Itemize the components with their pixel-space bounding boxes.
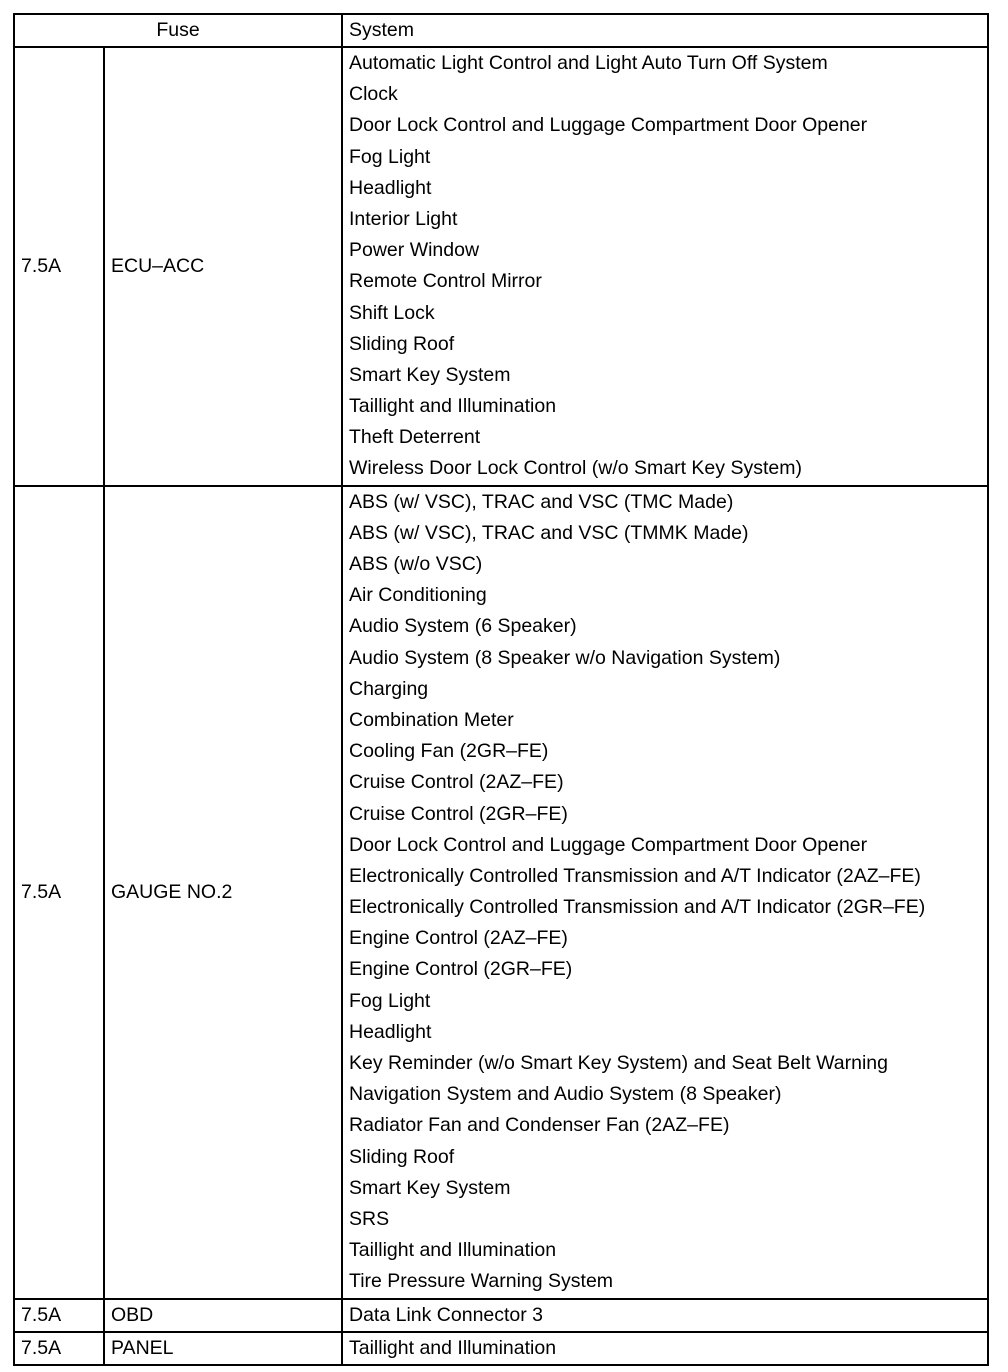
fuse-name: PANEL [104,1332,342,1365]
system-item: Door Lock Control and Luggage Compartment Door Opener [349,833,868,856]
system-item: Clock [349,83,398,106]
system-item: Interior Light [349,207,458,230]
table-row [14,1332,988,1365]
system-item: Navigation System and Audio System (8 Speaker) [349,1083,782,1106]
system-item: Radiator Fan and Condenser Fan (2AZ–FE) [349,1114,730,1137]
system-item: Taillight and Illumination [349,1336,557,1359]
system-item: Shift Lock [349,301,435,324]
fuse-name: GAUGE NO.2 [104,486,342,1299]
system-item: Combination Meter [349,708,514,731]
header-system: System [342,14,988,47]
system-item: Smart Key System [349,363,511,386]
system-item: Tire Pressure Warning System [349,1270,614,1293]
system-item: Fog Light [349,145,431,168]
system-item: Headlight [349,1020,432,1043]
system-item: Automatic Light Control and Light Auto Turn Off System [349,52,828,74]
system-item: Key Reminder (w/o Smart Key System) and Seat Belt Warning [349,1052,888,1074]
system-item: ABS (w/ VSC), TRAC and VSC (TMMK Made) [349,521,749,544]
system-item: Taillight and Illumination [349,395,557,418]
system-item: Cooling Fan (2GR–FE) [349,740,549,763]
system-item: Engine Control (2GR–FE) [349,958,573,981]
fuse-name: OBD [104,1299,342,1332]
system-item: Sliding Roof [349,332,455,355]
system-item: Sliding Roof [349,1145,455,1168]
system-item: ABS (w/ VSC), TRAC and VSC (TMC Made) [349,490,734,513]
system-item: Electronically Controlled Transmission and A/T Indicator (2GR–FE) [349,896,926,919]
system-item: Audio System (6 Speaker) [349,615,577,638]
fuse-amperage: 7.5A [14,47,104,486]
table-row [14,486,988,1299]
system-item: Electronically Controlled Transmission and A/T Indicator (2AZ–FE) [349,864,921,887]
table-row [14,47,988,486]
system-item: Door Lock Control and Luggage Compartment Door Opener [349,114,868,137]
system-item: Air Conditioning [349,584,487,607]
system-item: Engine Control (2AZ–FE) [349,927,568,950]
system-item: Charging [349,677,429,700]
table-row [14,1299,988,1332]
system-item: Remote Control Mirror [349,270,542,293]
system-item: Cruise Control (2AZ–FE) [349,771,564,794]
system-item: Theft Deterrent [349,426,481,449]
fuse-amperage: 7.5A [14,486,104,1299]
system-item: Power Window [349,239,480,262]
system-list [342,1299,988,1332]
system-item: Headlight [349,176,432,199]
system-item: Fog Light [349,989,431,1012]
system-item: Smart Key System [349,1176,511,1199]
system-list [342,486,988,1299]
fuse-amperage: 7.5A [14,1332,104,1365]
system-item: Audio System (8 Speaker w/o Navigation System) [349,646,781,669]
system-item: SRS [349,1207,390,1230]
system-list [342,47,988,486]
fuse-name: ECU–ACC [104,47,342,486]
fuse-amperage: 7.5A [14,1299,104,1332]
system-item: Wireless Door Lock Control (w/o Smart Key System) [349,457,802,480]
system-item: Taillight and Illumination [349,1239,557,1262]
system-item: ABS (w/o VSC) [349,553,483,575]
system-item: Cruise Control (2GR–FE) [349,802,568,825]
system-list [342,1332,988,1365]
header-row [14,14,988,47]
fuse-table [13,13,989,1366]
system-item: Data Link Connector 3 [349,1303,544,1326]
header-fuse: Fuse [14,14,342,47]
